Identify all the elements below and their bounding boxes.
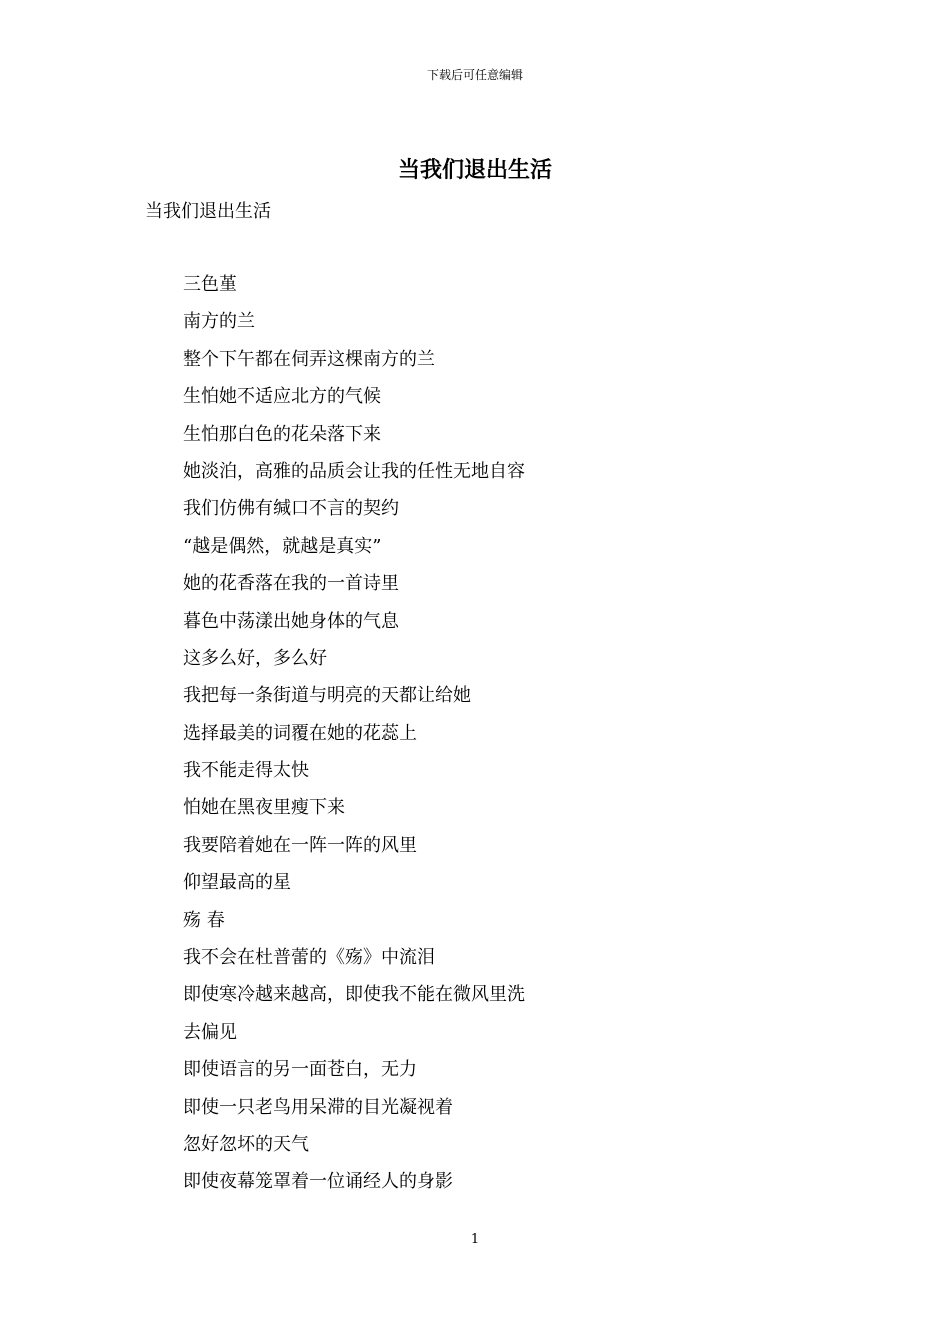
poem-line: 三色堇: [183, 274, 237, 295]
poem-line: 即使夜幕笼罩着一位诵经人的身影: [183, 1171, 453, 1193]
poem-line: 我不会在杜普蕾的《殇》中流泪: [183, 947, 435, 969]
page-header-note: 下载后可任意编辑: [426, 68, 523, 82]
poem-line: 殇 春: [183, 909, 225, 931]
page-number: 1: [470, 1232, 480, 1247]
poem-line: 即使寒冷越来越高，即使我不能在微风里洗: [183, 984, 525, 1006]
poem-line: 她淡泊，高雅的品质会让我的任性无地自容: [183, 460, 525, 482]
document-title: 当我们退出生活: [397, 157, 552, 183]
poem-line: 她的花香落在我的一首诗里: [183, 573, 399, 595]
poem-line: 我们仿佛有缄口不言的契约: [183, 498, 399, 520]
document-subtitle: 当我们退出生活: [145, 201, 271, 222]
poem-line: 选择最美的词覆在她的花蕊上: [183, 722, 417, 744]
poem-line: 即使语言的另一面苍白，无力: [183, 1059, 417, 1081]
poem-line: 我要陪着她在一阵一阵的风里: [183, 834, 417, 856]
poem-line: 暮色中荡漾出她身体的气息: [183, 610, 399, 632]
poem-line: “越是偶然，就越是真实”: [183, 535, 382, 557]
poem-line: 生怕那白色的花朵落下来: [183, 423, 381, 445]
poem-body: [183, 272, 525, 1207]
poem-line: 我不能走得太快: [183, 760, 309, 782]
poem-line: 生怕她不适应北方的气候: [183, 386, 381, 408]
poem-line: 整个下午都在伺弄这棵南方的兰: [183, 348, 435, 370]
poem-line: 这多么好，多么好: [183, 647, 327, 669]
poem-line: 仰望最高的星: [183, 872, 291, 894]
poem-line: 去偏见: [183, 1021, 237, 1043]
poem-line: 即使一只老鸟用呆滞的目光凝视着: [183, 1096, 453, 1118]
poem-line: 怕她在黑夜里瘦下来: [183, 797, 345, 819]
poem-line: 南方的兰: [183, 311, 255, 333]
poem-line: 我把每一条街道与明亮的天都让给她: [183, 685, 471, 707]
poem-line: 忽好忽坏的天气: [183, 1133, 309, 1155]
